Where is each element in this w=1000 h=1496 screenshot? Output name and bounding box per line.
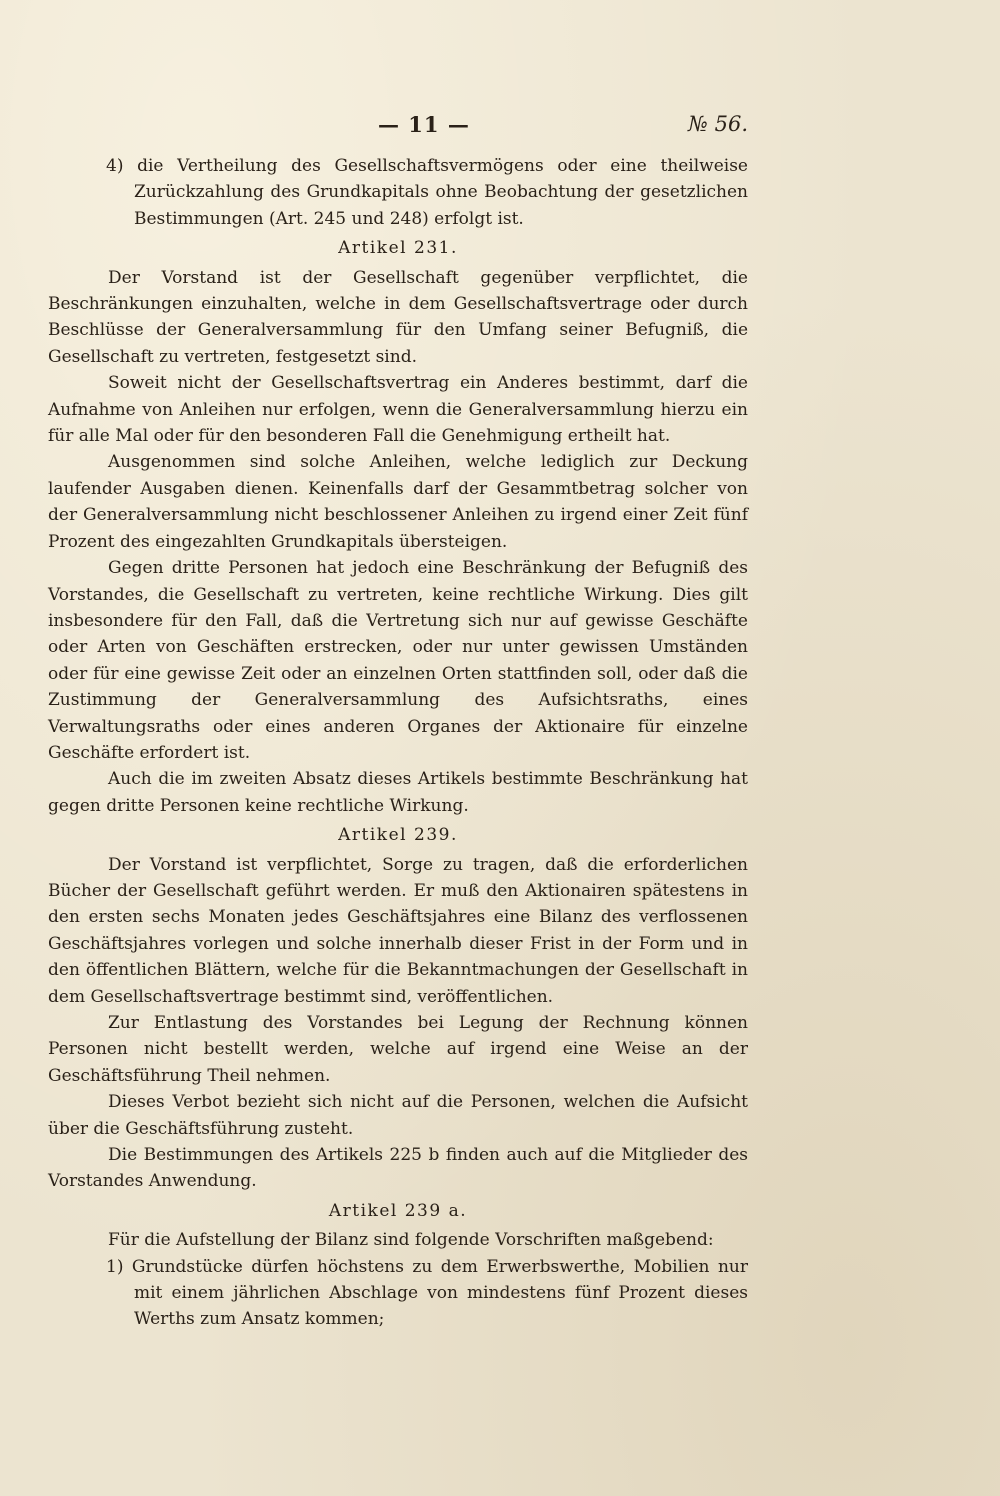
body-text (48, 153, 748, 1333)
article-heading-239: Artikel 239. (338, 825, 458, 846)
paragraph-239-2: Zur Entlastung des Vorstandes bei Legung der Rechnung können Personen nicht bestellt werden, welche auf irgend eine Weise an der Geschäftsführung Theil nehmen. (48, 1013, 748, 1086)
paragraph-239a-1: Für die Aufstellung der Bilanz sind folgende Vorschriften maßgebend: (108, 1230, 714, 1251)
article-heading-239a: Artikel 239 a. (328, 1200, 468, 1221)
paragraph-231-1: Der Vorstand ist der Gesellschaft gegenüber verpflichtet, die Beschränkungen einzuhalten, welche in dem Gesellschaftsvertrage oder durch Beschlüsse der Generalversammlung für den Umfang seiner Befugniß, die Gesellschaft zu vertreten, festgesetzt sind. (48, 267, 748, 367)
paragraph-239-3: Dieses Verbot bezieht sich nicht auf die Personen, welchen die Aufsicht über die Geschäftsführung zusteht. (48, 1092, 748, 1139)
paragraph-239-4: Die Bestimmungen des Artikels 225 b finden auch auf die Mitglieder des Vorstandes Anwendung. (48, 1145, 748, 1192)
page-header (48, 112, 748, 142)
list-item-1: 1) Grundstücke dürfen höchstens zu dem Erwerbswerthe, Mobilien nur mit einem jährlichen Abschlage von mindestens fünf Prozent dieses Werths zum Ansatz kommen; (106, 1256, 748, 1330)
list-item-4: 4) die Vertheilung des Gesellschaftsvermögens oder eine theilweise Zurückzahlung des Grundkapitals ohne Beobachtung der gesetzlichen Bestimmungen (Art. 245 und 248) erfolgt ist. (106, 156, 748, 229)
paragraph-231-5: Auch die im zweiten Absatz dieses Artikels bestimmte Beschränkung hat gegen dritte Personen keine rechtliche Wirkung. (48, 769, 748, 816)
paragraph-231-3: Ausgenommen sind solche Anleihen, welche lediglich zur Deckung laufender Ausgaben dienen. Keinenfalls darf der Gesammtbetrag solcher von der Generalversammlung nicht beschlossener Anleihen zu irgend einer Zeit fünf Prozent des eingezahlten Grundkapitals übersteigen. (48, 452, 748, 552)
paragraph-231-2: Soweit nicht der Gesellschaftsvertrag ein Anderes bestimmt, darf die Aufnahme von Anleihen nur erfolgen, wenn die Generalversammlung hierzu ein für alle Mal oder für den besonderen Fall die Genehmigung ertheilt hat. (48, 373, 748, 447)
page-number: — 11 — (378, 112, 470, 137)
paragraph-231-4: Gegen dritte Personen hat jedoch eine Beschränkung der Befugniß des Vorstandes, die Gesellschaft zu vertreten, keine rechtliche Wirkung. Dies gilt insbesondere für den Fall, daß die Vertretung sich nur auf gewisse Geschäfte oder Arten von Geschäften erstrecken, oder nur unter gewissen Umständen oder für eine gewisse Zeit oder an einzelnen Orten stattfinden soll, oder daß die Zustimmung der Generalversammlung des Aufsichtsraths, eines Verwaltungsraths oder eines anderen Organes der Aktionaire für einzelne Geschäfte erfordert ist. (48, 558, 748, 763)
issue-number: № 56. (688, 112, 748, 136)
paragraph-239-1: Der Vorstand ist verpflichtet, Sorge zu tragen, daß die erforderlichen Bücher der Gesellschaft geführt werden. Er muß den Aktionairen spätestens in den ersten sechs Monaten jedes Geschäftsjahres eine Bilanz des verflossenen Geschäftsjahres vorlegen und solche innerhalb dieser Frist in der Form und in den öffentlichen Blättern, welche für die Bekanntmachungen der Gesellschaft in dem Gesellschaftsvertrage bestimmt sind, veröffentlichen. (48, 854, 748, 1007)
article-heading-231: Artikel 231. (338, 238, 458, 259)
